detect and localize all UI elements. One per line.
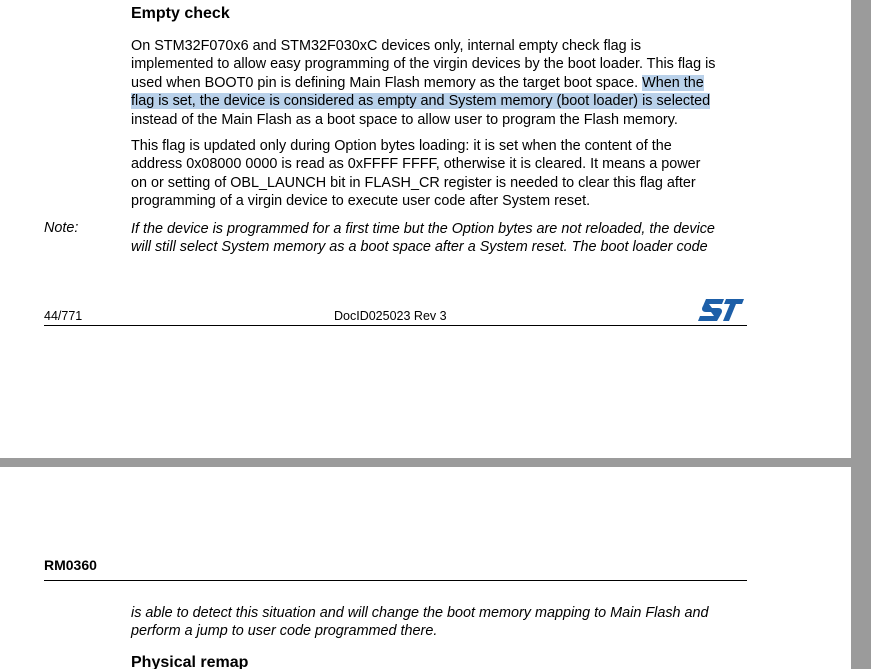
- text-run: used when BOOT0 pin is defining Main Flash memory as the target boot space.: [131, 74, 643, 91]
- text-line: address 0x08000 0000 is read as 0xFFFF FFFF, otherwise it is cleared. It means a power: [131, 156, 701, 173]
- selected-text[interactable]: When the: [642, 74, 704, 91]
- text-line: This flag is updated only during Option bytes loading: it is set when the content of the: [131, 138, 672, 154]
- section-heading-physical-remap: Physical remap: [131, 654, 249, 669]
- text-line: perform a jump to user code programmed there.: [131, 623, 438, 640]
- text-line: [131, 92, 747, 110]
- note-label: Note:: [44, 220, 79, 236]
- text-line: If the device is programmed for a first time but the Option bytes are not reloaded, the device: [131, 221, 715, 237]
- viewer-scroll-gutter[interactable]: [851, 0, 871, 669]
- text-line: programming of a virgin device to execute user code after System reset.: [131, 193, 591, 210]
- pdf-page-bottom: [0, 467, 851, 669]
- note-text[interactable]: [131, 220, 747, 257]
- section-heading-empty-check: Empty check: [131, 5, 230, 22]
- text-line: On STM32F070x6 and STM32F030xC devices only, internal empty check flag is: [131, 38, 642, 54]
- selected-text[interactable]: flag is set, the device is considered as empty and System memory (boot loader) is selected: [131, 93, 711, 110]
- note-continuation[interactable]: [131, 604, 747, 641]
- document-reference: RM0360: [44, 557, 97, 573]
- header-rule: [44, 580, 747, 581]
- paragraph-empty-check-intro[interactable]: [131, 37, 747, 129]
- footer-rule: [44, 325, 747, 326]
- paragraph-flag-update[interactable]: [131, 137, 747, 211]
- text-line: will still select System memory as a boot space after a System reset. The boot loader code: [131, 239, 708, 256]
- document-id: DocID025023 Rev 3: [334, 309, 447, 323]
- page-number: 44/771: [44, 309, 83, 323]
- text-line: [131, 74, 747, 92]
- text-line: on or setting of OBL_LAUNCH bit in FLASH_CR register is needed to clear this flag after: [131, 174, 696, 191]
- text-line: implemented to allow easy programming of the virgin devices by the boot loader. This flag is: [131, 56, 716, 73]
- text-line: is able to detect this situation and will change the boot memory mapping to Main Flash and: [131, 605, 709, 621]
- st-logo-icon: [698, 298, 744, 322]
- text-line: instead of the Main Flash as a boot space to allow user to program the Flash memory.: [131, 111, 678, 128]
